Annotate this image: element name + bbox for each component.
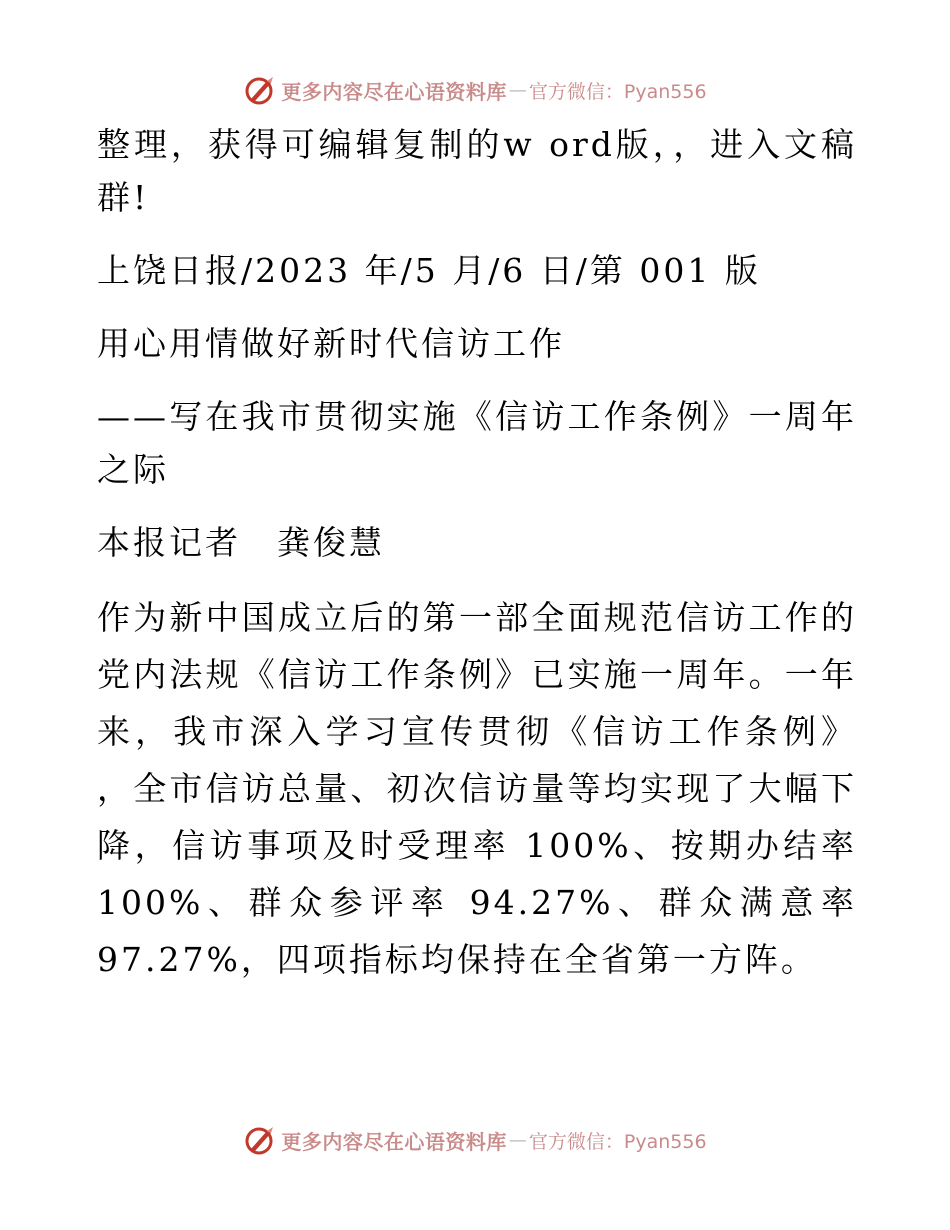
watermark-wechat: 官方微信：Pyan556 [528, 80, 707, 103]
watermark-text: 更多内容尽在心语资料库 [281, 1129, 507, 1154]
watermark-logo-icon [243, 1123, 277, 1157]
publication-line: 上饶日报/2023 年/5 月/6 日/第 001 版 [97, 251, 761, 290]
article-subtitle: ——写在我市贯彻实施《信访工作条例》一周年之际 [97, 397, 857, 489]
byline: 本报记者 龚俊慧 [97, 523, 385, 562]
body-paragraph: 作为新中国成立后的第一部全面规范信访工作的党内法规《信访工作条例》已实施一周年。一年来，我市深入学习宣传贯彻《信访工作条例》 ，全市信访总量、初次信访量等均实现了大幅下降，信访事项及时受理率 100%、按期办结率 100%、群众参评率 94.27%、群众满意率 97.27%，四项指标均保持在全省第一方阵。 [97, 598, 857, 979]
document-body [97, 118, 857, 1008]
article-title: 用心用情做好新时代信访工作 [97, 324, 565, 363]
watermark-logo-icon [243, 73, 277, 107]
watermark-text: 更多内容尽在心语资料库 [281, 79, 507, 104]
intro-note: 整理，获得可编辑复制的w ord版，，进入文稿群! [97, 125, 857, 217]
header-watermark [0, 70, 950, 110]
footer-watermark [0, 1120, 950, 1160]
watermark-dash: — [508, 79, 527, 101]
watermark-wechat: 官方微信：Pyan556 [528, 1130, 707, 1153]
watermark-dash: — [508, 1129, 527, 1151]
